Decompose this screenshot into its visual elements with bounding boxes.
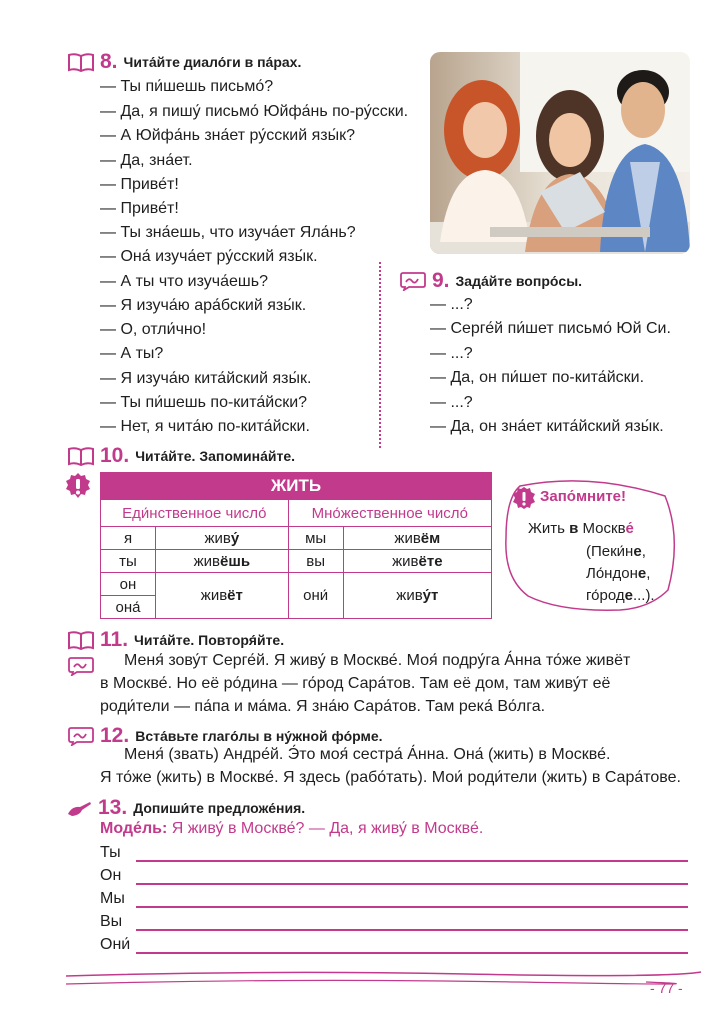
pronoun-label: Вы: [100, 913, 123, 930]
dialogue-line: — Ты пи́шешь письмо́?: [100, 78, 274, 95]
pronoun-cell: мы: [288, 527, 343, 550]
dialogue-line: — Я изуча́ю ара́бский язы́к.: [100, 297, 307, 314]
singular-header: Еди́нственное число́: [101, 500, 289, 527]
page-number: - 77 -: [650, 980, 683, 996]
book-icon: [68, 52, 94, 72]
dialogue-line: — Да, я пишу́ письмо́ Юйфа́нь по-ру́сски.: [100, 103, 409, 120]
pronoun-label: Ты: [100, 844, 121, 861]
remember-title: Запо́мните!: [540, 488, 627, 505]
text-line: Я то́же (жить) в Москве́. Я здесь (рабо́тать). Мои́ роди́тели (жить) в Сара́тове.: [100, 769, 681, 786]
speech-bubble-icon: [68, 656, 94, 676]
pronoun-label: Он: [100, 867, 122, 884]
question-line: — Да, он пи́шет по-кита́йски.: [430, 369, 645, 386]
dialogue-line: — Да, зна́ет.: [100, 152, 193, 169]
answer-line[interactable]: [136, 883, 688, 885]
exercise-number: 11.: [100, 628, 129, 651]
pronoun-label: Они́: [100, 936, 131, 953]
conjugation-table: [100, 472, 492, 619]
dialogue-line: — А ты?: [100, 345, 164, 362]
exercise-11-header: [68, 628, 284, 652]
table-row: [101, 550, 492, 573]
exercise-number: 12.: [100, 724, 130, 747]
speech-bubble-icon: [400, 271, 426, 291]
dialogue-line: — Приве́т!: [100, 200, 179, 217]
exercise-title: Чита́йте. Повторя́йте.: [134, 632, 285, 648]
exercise-title: Чита́йте. Запомина́йте.: [135, 448, 296, 464]
text-line: в Москве́. Но её ро́дина — го́род Сара́тов. Там её дом, там живу́т её: [100, 675, 611, 692]
book-icon: [68, 446, 94, 466]
text-line: Меня́ зову́т Серге́й. Я живу́ в Москве́. Моя́ подру́га А́нна то́же живёт: [124, 652, 631, 669]
table-row: [101, 527, 492, 550]
answer-line[interactable]: [136, 906, 688, 908]
dialogue-line: — Ты зна́ешь, что изуча́ет Яла́нь?: [100, 224, 356, 241]
exercise-8-header: [68, 50, 301, 74]
verb-cell: живу́: [156, 527, 289, 550]
dialogue-line: — Она́ изуча́ет ру́сский язы́к.: [100, 248, 318, 265]
verb-cell: живём: [343, 527, 491, 550]
question-line: — Да, он зна́ет кита́йский язы́к.: [430, 418, 664, 435]
column-divider: [379, 262, 381, 448]
model-example: Моде́ль: Я живу́ в Москве́? — Да, я живу́ в Москве́.: [100, 820, 484, 837]
answer-line[interactable]: [136, 929, 688, 931]
dialogue-line: — А ты что изуча́ешь?: [100, 273, 268, 290]
exercise-10-header: [68, 444, 295, 468]
verb-cell: живёшь: [156, 550, 289, 573]
dialogue-line: — Приве́т!: [100, 176, 179, 193]
dialogue-line: — Ты пи́шешь по-кита́йски?: [100, 394, 308, 411]
pronoun-cell: вы: [288, 550, 343, 573]
speech-bubble-icon: [68, 726, 94, 746]
exercise-title: Чита́йте диало́ги в па́рах.: [123, 54, 302, 70]
pronoun-cell: он: [101, 573, 156, 596]
question-line: — ...?: [430, 345, 473, 362]
exercise-title: Допиши́те предложе́ния.: [133, 800, 306, 816]
exercise-title: Зада́йте вопро́сы.: [455, 273, 583, 289]
exercise-title: Вста́вьте глаго́лы в ну́жной фо́рме.: [135, 728, 383, 744]
exercise-number: 13.: [98, 796, 128, 819]
answer-line[interactable]: [136, 860, 688, 862]
dialogue-line: — А Юйфа́нь зна́ет ру́сский язы́к?: [100, 127, 355, 144]
pronoun-label: Мы: [100, 890, 125, 907]
text-line: роди́тели — па́па и ма́ма. Я зна́ю Сара́тов. Там река́ Во́лга.: [100, 698, 546, 715]
book-icon: [68, 630, 94, 650]
verb-cell: живёт: [156, 573, 289, 619]
dialogue-line: — О, отли́чно!: [100, 321, 207, 338]
pronoun-cell: они́: [288, 573, 343, 619]
plural-header: Мно́жественное число́: [288, 500, 491, 527]
remember-line: Жить в Москве́: [528, 520, 634, 537]
remember-line: Ло́ндоне,: [586, 565, 651, 582]
pronoun-cell: она́: [101, 596, 156, 619]
pronoun-cell: я: [101, 527, 156, 550]
remember-line: (Пеки́не,: [586, 543, 646, 560]
verb-cell: живёте: [343, 550, 491, 573]
table-header: ЖИТЬ: [101, 473, 492, 500]
question-line: — Серге́й пи́шет письмо́ Юй Си.: [430, 320, 671, 337]
answer-line[interactable]: [136, 952, 688, 954]
exercise-number: 8.: [100, 50, 118, 73]
writing-hand-icon: [66, 798, 92, 818]
table-row: [101, 573, 492, 596]
exercise-9-header: [400, 269, 582, 293]
footer-decoration: [66, 966, 706, 992]
exercise-12-header: [68, 724, 383, 748]
question-line: — ...?: [430, 296, 473, 313]
exercise-number: 10.: [100, 444, 130, 467]
exclamation-icon: [64, 472, 92, 500]
remember-line: го́роде...).: [586, 587, 655, 604]
exercise-number: 9.: [432, 269, 450, 292]
exclamation-icon: [512, 486, 536, 510]
question-line: — ...?: [430, 394, 473, 411]
text-line: Меня́ (звать) Андре́й. Э́то моя́ сестра́ А́нна. Она́ (жить) в Москве́.: [124, 746, 611, 763]
verb-cell: живу́т: [343, 573, 491, 619]
exercise-13-header: [66, 796, 305, 820]
dialogue-line: — Нет, я чита́ю по-кита́йски.: [100, 418, 310, 435]
pronoun-cell: ты: [101, 550, 156, 573]
dialogue-line: — Я изуча́ю кита́йский язы́к.: [100, 370, 312, 387]
students-photo: [430, 52, 690, 254]
